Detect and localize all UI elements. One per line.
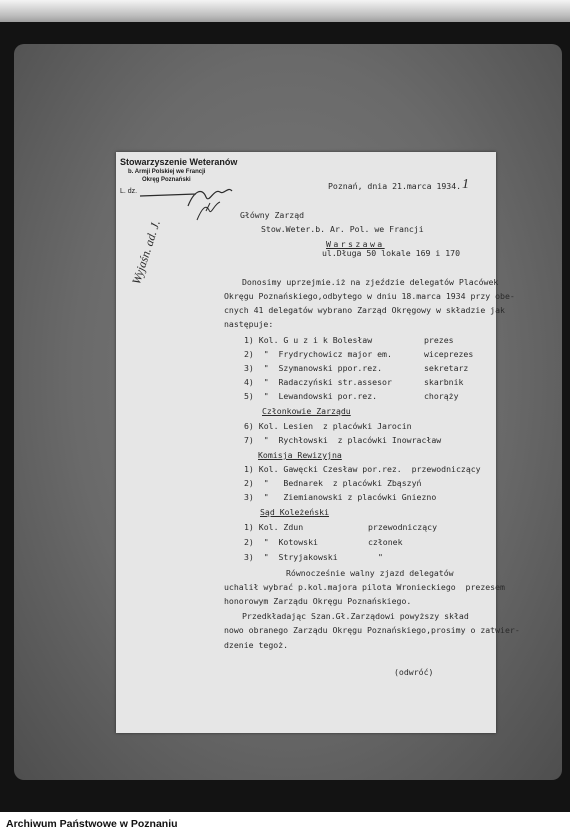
board-role: prezes bbox=[424, 335, 454, 345]
continued-note: (odwróć) bbox=[394, 667, 434, 677]
board-member: 2) " Frydrychowicz major em. bbox=[244, 349, 392, 359]
audit-heading: Komisja Rewizyjna bbox=[258, 450, 342, 460]
letterhead-subtitle: b. Armji Polskiej we Francji bbox=[128, 169, 206, 175]
members-heading: Członkowie Zarządu bbox=[262, 406, 351, 416]
recipient-city: Warszawa bbox=[326, 239, 385, 249]
audit-member: 2) " Bednarek z placówki Zbąszyń bbox=[244, 478, 422, 488]
court-member: 1) Kol. Zdun bbox=[244, 522, 304, 532]
closing-line: dzenie tegoż. bbox=[224, 640, 289, 650]
letterhead-district: Okręg Poznański bbox=[142, 177, 191, 183]
recipient-line: Główny Zarząd bbox=[240, 210, 305, 220]
document-page bbox=[116, 152, 520, 733]
board-role: chorąży bbox=[424, 391, 459, 401]
court-role: członek bbox=[368, 537, 403, 547]
intro-line: następuje: bbox=[224, 319, 274, 329]
court-member: 3) " Stryjakowski bbox=[244, 552, 338, 562]
closing-line: nowo obranego Zarządu Okręgu Poznańskiego,prosimy o zatwier- bbox=[224, 625, 520, 635]
closing-line: honorowym Zarządu Okręgu Poznańskiego. bbox=[224, 596, 412, 606]
board-role: wiceprezes bbox=[424, 349, 474, 359]
court-member: 2) " Kotowski bbox=[244, 537, 318, 547]
board-member: 3) " Szymanowski ppor.rez. bbox=[244, 363, 383, 373]
board-role: skarbnik bbox=[424, 377, 464, 387]
board-member: 1) Kol. G u z i k Bolesław bbox=[244, 335, 373, 345]
board-role: sekretarz bbox=[424, 363, 469, 373]
recipient-address: ul.Długa 50 lokale 169 i 170 bbox=[322, 248, 461, 258]
recipient-line: Stow.Weter.b. Ar. Pol. we Francji bbox=[261, 224, 424, 234]
court-role: przewodniczący bbox=[368, 522, 438, 532]
intro-line: Okręgu Poznańskiego,odbytego w dniu 18.marca 1934 przy obe- bbox=[224, 291, 515, 301]
board-member: 4) " Radaczyński str.assesor bbox=[244, 377, 392, 387]
closing-line: uchalił wybrać p.kol.majora pilota Wronieckiego prezesem bbox=[224, 582, 505, 592]
member-line: 6) Kol. Lesien z placówki Jarocin bbox=[244, 421, 412, 431]
intro-line: Donosimy uprzejmie.iż na zjeździe delegatów Placówek bbox=[242, 277, 499, 287]
archive-name: Archiwum Państwowe w Poznaniu bbox=[6, 818, 178, 830]
handwritten-page-number: 1 bbox=[462, 177, 469, 192]
closing-line: Przedkładając Szan.Gł.Zarządowi powyższy skład bbox=[242, 611, 469, 621]
member-line: 7) " Rychłowski z placówki Inowracław bbox=[244, 435, 442, 445]
place-date: Poznań, dnia 21.marca 1934. bbox=[328, 181, 462, 191]
board-member: 5) " Lewandowski por.rez. bbox=[244, 391, 378, 401]
handwritten-initial bbox=[194, 198, 224, 224]
handwritten-margin-note: Wyjaśn. ad. J. bbox=[129, 218, 163, 287]
closing-line: Równocześnie walny zjazd delegatów bbox=[286, 568, 454, 578]
audit-member: 1) Kol. Gawęcki Czesław por.rez. przewodniczący bbox=[244, 464, 481, 474]
letterhead-organization: Stowarzyszenie Weteranów bbox=[120, 157, 238, 167]
court-heading: Sąd Koleżeński bbox=[260, 507, 330, 517]
intro-line: cnych 41 delegatów wybrano Zarząd Okręgowy w składzie jak bbox=[224, 305, 505, 315]
letterhead-ref: L. dz. bbox=[120, 188, 138, 195]
audit-member: 3) " Ziemianowski z placówki Gniezno bbox=[244, 492, 437, 502]
court-role: " bbox=[378, 552, 383, 562]
